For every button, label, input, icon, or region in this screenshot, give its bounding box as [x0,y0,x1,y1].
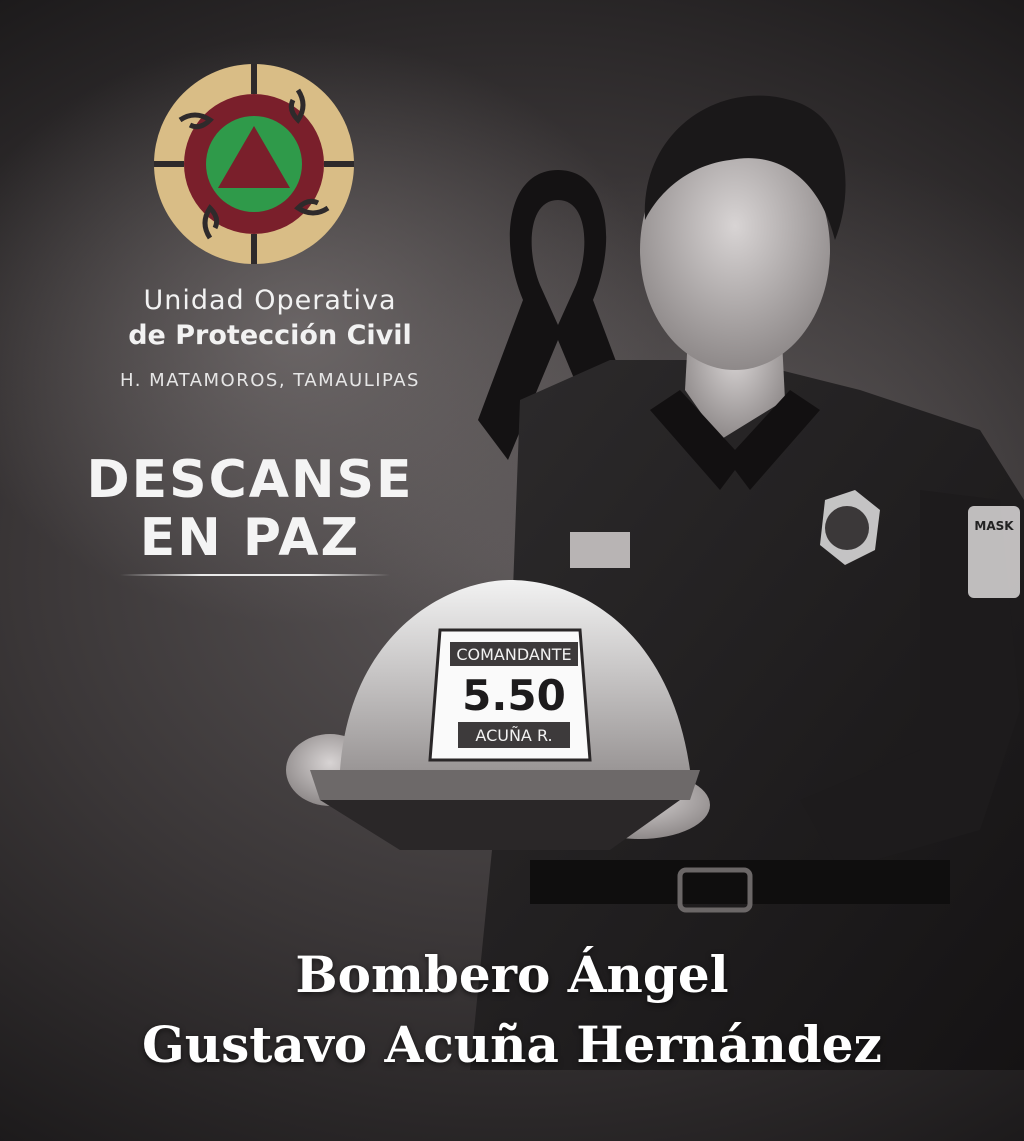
honoree-name-line1: Bombero Ángel [295,945,729,1004]
shoulder-patch-label: MASK [974,519,1014,533]
honoree-name-line2: Gustavo Acuña Hernández [142,1015,882,1074]
headline-line2: EN PAZ [139,508,361,568]
firefighter-photo [280,70,1024,1070]
helmet-number: 5.50 [462,671,566,720]
helmet-rank: COMANDANTE [456,645,572,664]
org-name-line1: Unidad Operativa [143,285,397,316]
headline-line1: DESCANSE [86,450,414,510]
org-name-line2: de Protección Civil [128,320,412,351]
org-location: H. MATAMOROS, TAMAULIPAS [120,370,420,391]
helmet-surname: ACUÑA R. [475,726,553,745]
